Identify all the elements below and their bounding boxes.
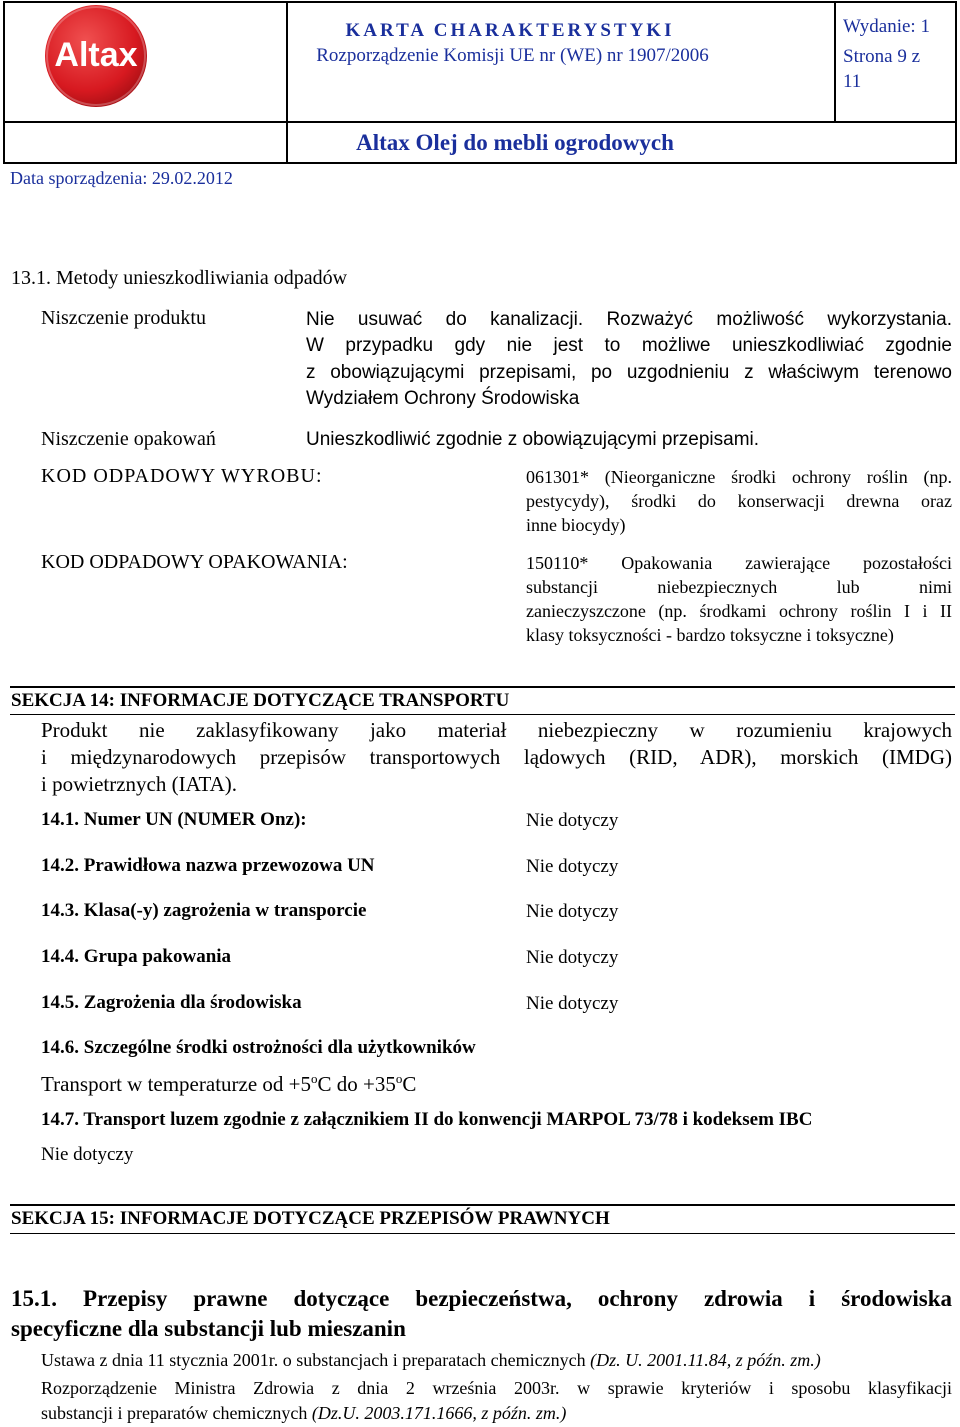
- marpol-value: Nie dotyczy: [41, 1144, 134, 1165]
- packing-group-label: 14.4. Grupa pakowania: [41, 946, 232, 967]
- waste-code-line: inne biocydy): [526, 515, 626, 535]
- transport-intro-line: i powietrznych (IATA).: [41, 772, 238, 796]
- transport-intro-line: i międzynarodowych przepisów transportowych lądowych (RID, ADR), morskich (IMDG): [41, 745, 952, 769]
- hazard-class-label: 14.3. Klasa(-y) zagrożenia w transporcie: [41, 900, 367, 921]
- altax-logo: [44, 4, 148, 108]
- product-disposal-text-line: z obowiązującymi przepisami, po uzgodnieniu z właściwym terenowo: [306, 362, 952, 383]
- packaging-code-line: substancji niebezpiecznych lub nimi: [526, 577, 952, 597]
- page-total: 11: [843, 71, 862, 92]
- product-disposal-label: Niszczenie produktu: [41, 307, 206, 329]
- hazard-class-value: Nie dotyczy: [526, 901, 619, 922]
- transport-temperature: Transport w temperaturze od $+5^oC$ do $+35^oC$: [41, 1071, 417, 1096]
- section-15-heading: SEKCJA 15: INFORMACJE DOTYCZĄCE PRZEPISÓW PRAWNYCH: [11, 1208, 610, 1229]
- packaging-disposal-text: Unieszkodliwić zgodnie z obowiązującymi przepisami.: [306, 429, 760, 450]
- section-15-1-heading: 15.1. Przepisy prawne dotyczące bezpieczeństwa, ochrony zdrowia i środowiska: [11, 1286, 952, 1311]
- logo-text: Altax: [54, 36, 138, 74]
- creation-date: Data sporządzenia: 29.02.2012: [10, 168, 233, 188]
- section-15-1-heading-cont: specyficzne dla substancji lub mieszanin: [11, 1316, 406, 1341]
- waste-code-line: 061301* (Nieorganiczne środki ochrony roślin (np.: [526, 467, 952, 487]
- packaging-code-line: 150110* Opakowania zawierające pozostałości: [526, 553, 952, 573]
- law-reference: Ustawa z dnia 11 stycznia 2001r. o substancjach i preparatach chemicznych (Dz. U. 2001.11.84, z późn. zm.): [41, 1350, 821, 1370]
- un-number-value: Nie dotyczy: [526, 810, 619, 831]
- regulation-reference-line: substancji i preparatów chemicznych (Dz.U. 2003.171.1666, z późn. zm.): [41, 1403, 567, 1423]
- page-number: Strona 9 z: [843, 46, 921, 67]
- waste-code-label: KOD ODPADOWY WYROBU:: [41, 465, 323, 487]
- header-divider: [3, 121, 957, 123]
- section-rule: [10, 1233, 955, 1234]
- header-divider: [286, 1, 288, 164]
- product-name: Altax Olej do mebli ogrodowych: [356, 130, 674, 155]
- transport-intro-line: Produkt nie zaklasyfikowany jako materiał niebezpieczny w rozumieniu krajowych: [41, 718, 952, 742]
- section-rule: [10, 714, 955, 715]
- shipping-name-label: 14.2. Prawidłowa nazwa przewozowa UN: [41, 855, 375, 876]
- un-number-label: 14.1. Numer UN (NUMER Onz):: [41, 809, 307, 830]
- document-title: KARTA CHARAKTERYSTYKI: [345, 20, 675, 41]
- environmental-hazard-value: Nie dotyczy: [526, 993, 619, 1014]
- packaging-code-line: zanieczyszczone (np. środkami ochrony roślin I i II: [526, 601, 952, 621]
- packaging-disposal-label: Niszczenie opakowań: [41, 428, 216, 450]
- section-13-1-heading: 13.1. Metody unieszkodliwiania odpadów: [11, 267, 348, 289]
- packaging-code-line: klasy toksyczności - bardzo toksyczne i toksyczne): [526, 625, 894, 645]
- section-rule: [10, 686, 955, 688]
- regulation-reference: Rozporządzenie Komisji UE nr (WE) nr 1907/2006: [316, 45, 709, 66]
- edition-number: Wydanie: 1: [843, 16, 930, 37]
- waste-code-line: pestycydy), środki do konserwacji drewna oraz: [526, 491, 952, 511]
- section-rule: [10, 1204, 955, 1206]
- regulation-reference-line: Rozporządzenie Ministra Zdrowia z dnia 2 września 2003r. w sprawie kryteriów i sposobu klasyfikacji: [41, 1378, 952, 1398]
- environmental-hazard-label: 14.5. Zagrożenia dla środowiska: [41, 992, 302, 1013]
- shipping-name-value: Nie dotyczy: [526, 856, 619, 877]
- header-divider: [834, 1, 836, 123]
- section-14-heading: SEKCJA 14: INFORMACJE DOTYCZĄCE TRANSPORTU: [11, 690, 510, 711]
- marpol-label: 14.7. Transport luzem zgodnie z załącznikiem II do konwencji MARPOL 73/78 i kodeksem IBC: [41, 1109, 813, 1130]
- product-disposal-text-line: Nie usuwać do kanalizacji. Rozważyć możliwość wykorzystania.: [306, 309, 952, 330]
- packing-group-value: Nie dotyczy: [526, 947, 619, 968]
- packaging-code-label: KOD ODPADOWY OPAKOWANIA:: [41, 551, 348, 573]
- product-disposal-text-line: Wydziałem Ochrony Środowiska: [306, 388, 580, 409]
- product-disposal-text-line: W przypadku gdy nie jest to możliwe unieszkodliwiać zgodnie: [306, 335, 952, 356]
- user-precautions-label: 14.6. Szczególne środki ostrożności dla użytkowników: [41, 1037, 476, 1058]
